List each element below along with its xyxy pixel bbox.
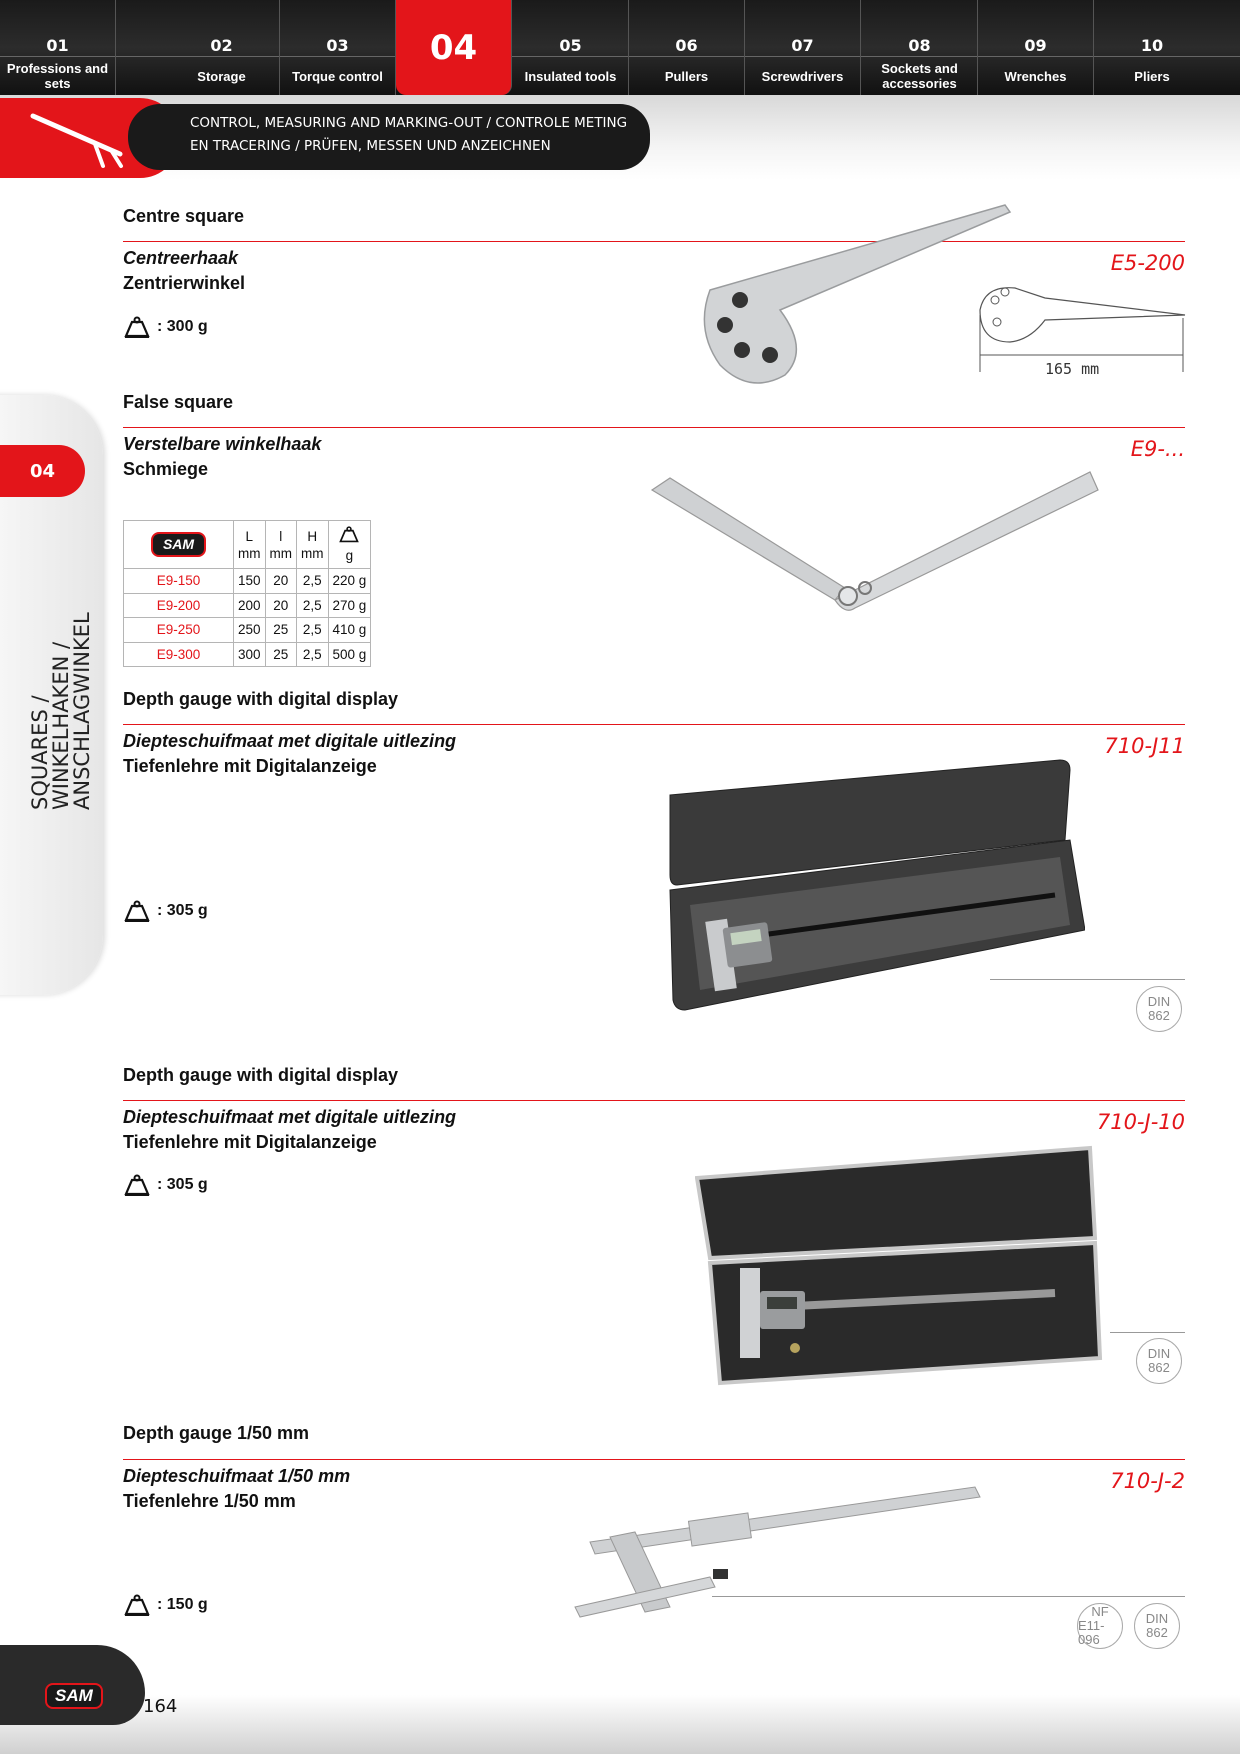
side-title-line1: SQUARES / — [28, 695, 52, 810]
din-862-badge — [1136, 1338, 1182, 1384]
nav-tab-number: 03 — [326, 36, 349, 55]
table-cell: 270 g — [328, 593, 371, 618]
product-weight-value: : 300 g — [157, 318, 208, 335]
product-reference[interactable]: E9-... — [1130, 437, 1185, 461]
side-section-title — [30, 580, 93, 810]
header-symbol: L — [245, 528, 254, 544]
product-divider — [123, 724, 1185, 725]
product-title-de: Tiefenlehre 1/50 mm — [123, 1491, 296, 1511]
table-cell: 20 — [265, 569, 297, 594]
product-weight — [123, 1174, 208, 1196]
sam-logo: SAM — [151, 532, 206, 557]
product-title-en: False square — [123, 392, 234, 412]
nav-tab-05[interactable] — [513, 0, 629, 95]
badge-line1: DIN — [1147, 994, 1171, 1009]
nav-tab-label: Pliers — [1134, 68, 1170, 84]
product-title-nl: Verstelbare winkelhaak — [123, 434, 322, 454]
table-cell: 410 g — [328, 618, 371, 643]
table-cell: 250 — [234, 618, 266, 643]
product-title-en: Depth gauge with digital display — [123, 689, 399, 709]
nav-tab-06[interactable] — [629, 0, 745, 95]
product-weight — [123, 1594, 208, 1616]
nav-tab-07[interactable] — [745, 0, 861, 95]
nav-tab-number: 04 — [429, 28, 478, 68]
badge-line1: DIN — [1145, 1611, 1169, 1626]
table-cell: 2,5 — [297, 618, 329, 643]
product-weight-value: : 305 g — [157, 902, 208, 919]
nav-tab-label — [398, 58, 509, 94]
table-header-row — [124, 521, 371, 569]
nav-tab-number: 10 — [1140, 36, 1164, 55]
nav-tab-number: 01 — [46, 36, 69, 55]
badge-line2: 862 — [1148, 1008, 1170, 1023]
nav-tab-label: Professions and sets — [6, 61, 109, 91]
nav-tab-08[interactable] — [862, 0, 978, 95]
badge-line — [990, 979, 1185, 980]
product-title-en: Depth gauge 1/50 mm — [123, 1423, 310, 1443]
weight-icon — [123, 1174, 151, 1196]
weight-icon — [338, 526, 360, 543]
product-weight — [123, 900, 208, 922]
table-cell: 25 — [265, 618, 297, 643]
product-divider — [123, 1100, 1185, 1101]
nav-tab-label: Wrenches — [1004, 68, 1067, 84]
header-unit: g — [345, 547, 354, 563]
din-862-badge — [1136, 986, 1182, 1032]
nav-tab-number: 09 — [1024, 36, 1047, 55]
table-cell: 2,5 — [297, 569, 329, 594]
category-title-line1: CONTROL, MEASURING AND MARKING-OUT / CONTROLE METING — [190, 115, 628, 131]
nav-tab-label: Storage — [197, 68, 246, 84]
nav-tab-label: Insulated tools — [524, 68, 617, 84]
product-reference[interactable]: 710-J11 — [1104, 734, 1185, 758]
badge-line1: NF — [1091, 1604, 1109, 1619]
nav-tab-04-active[interactable] — [396, 0, 512, 95]
product-reference[interactable]: 710-J-10 — [1096, 1110, 1185, 1134]
table-row — [124, 569, 371, 594]
header-unit: mm — [301, 545, 324, 561]
table-cell: 2,5 — [297, 593, 329, 618]
nav-tab-number: 06 — [675, 36, 698, 55]
product-title-en: Centre square — [123, 206, 245, 226]
product-title-de: Tiefenlehre mit Digitalanzeige — [123, 756, 377, 776]
table-cell-code[interactable]: E9-250 — [124, 618, 234, 643]
nav-tab-number: 02 — [210, 36, 233, 55]
side-title-line3: ANSCHLAGWINKEL — [70, 612, 94, 810]
depth-gauge-vernier-image — [570, 1482, 990, 1622]
nav-tab-label: Torque control — [292, 68, 383, 84]
nav-tab-label: Sockets and accessories — [881, 61, 958, 91]
table-row — [124, 618, 371, 643]
weight-icon — [123, 1594, 151, 1616]
nav-tab-09[interactable] — [978, 0, 1094, 95]
product-divider — [123, 1459, 1185, 1460]
product-weight-value: : 150 g — [157, 1596, 208, 1613]
table-cell: 20 — [265, 593, 297, 618]
table-cell: 2,5 — [297, 642, 329, 667]
product-weight-value: : 305 g — [157, 1176, 208, 1193]
product-divider — [123, 427, 1185, 428]
nav-tab-10[interactable] — [1094, 0, 1210, 95]
sam-footer-logo: SAM — [45, 1683, 103, 1709]
product-divider — [123, 241, 1185, 242]
false-square-table — [123, 520, 371, 667]
depth-gauge-case-image — [665, 755, 1085, 1020]
weight-icon — [123, 316, 151, 338]
nav-tab-02[interactable] — [164, 0, 280, 95]
nav-tab-label: Pullers — [664, 68, 709, 84]
table-cell: 500 g — [328, 642, 371, 667]
badge-line2: E11-096 — [1078, 1618, 1105, 1647]
table-cell-code[interactable]: E9-150 — [124, 569, 234, 594]
din-862-badge — [1134, 1603, 1180, 1649]
depth-gauge-case-2-image — [695, 1143, 1105, 1388]
category-nav — [0, 0, 1240, 95]
product-reference[interactable]: 710-J-2 — [1110, 1469, 1185, 1493]
category-title-pill — [128, 104, 650, 170]
badge-line1: DIN — [1147, 1346, 1171, 1361]
product-title-de: Tiefenlehre mit Digitalanzeige — [123, 1132, 377, 1152]
badge-line2: 862 — [1148, 1360, 1170, 1375]
nav-tab-03[interactable] — [280, 0, 396, 95]
product-title-de: Zentrierwinkel — [123, 273, 246, 293]
table-row — [124, 642, 371, 667]
side-title-line2: WINKELHAKEN / — [49, 641, 73, 810]
page-number: 164 — [143, 1696, 178, 1717]
nav-tab-label: Screwdrivers — [761, 68, 844, 84]
table-cell: 200 — [234, 593, 266, 618]
header-unit: mm — [238, 545, 261, 561]
product-title-nl: Diepteschuifmaat met digitale uitlezing — [123, 731, 457, 751]
table-cell-code[interactable]: E9-200 — [124, 593, 234, 618]
product-title-nl: Centreerhaak — [123, 248, 239, 268]
product-title-de: Schmiege — [123, 459, 209, 479]
side-section-number-tab[interactable] — [0, 445, 85, 497]
table-cell: 150 — [234, 569, 266, 594]
table-cell: 220 g — [328, 569, 371, 594]
badge-line2: 862 — [1146, 1625, 1168, 1640]
badge-line — [712, 1596, 1185, 1597]
weight-icon — [123, 900, 151, 922]
caliper-icon — [25, 104, 135, 174]
table-row — [124, 593, 371, 618]
product-title-nl: Diepteschuifmaat 1/50 mm — [123, 1466, 351, 1486]
table-header-logo — [124, 521, 234, 569]
header-symbol: H — [307, 528, 318, 544]
centre-square-dimension: 165 mm — [1045, 360, 1100, 378]
footer-band — [0, 1695, 1240, 1754]
product-weight — [123, 316, 208, 338]
table-cell-code[interactable]: E9-300 — [124, 642, 234, 667]
header-symbol: l — [279, 528, 283, 544]
product-title-nl: Diepteschuifmaat met digitale uitlezing — [123, 1107, 457, 1127]
side-section-number: 04 — [30, 461, 56, 482]
badge-line — [1110, 1332, 1185, 1333]
nf-e11-096-badge — [1077, 1603, 1123, 1649]
table-cell: 300 — [234, 642, 266, 667]
table-header-cell — [328, 521, 371, 569]
table-header-cell — [234, 521, 266, 569]
table-cell: 25 — [265, 642, 297, 667]
nav-tab-number: 05 — [559, 36, 582, 55]
header-unit: mm — [269, 545, 293, 561]
table-header-cell — [297, 521, 329, 569]
false-square-image — [650, 460, 1100, 620]
table-header-cell — [265, 521, 297, 569]
product-title-en: Depth gauge with digital display — [123, 1065, 399, 1085]
product-reference[interactable]: E5-200 — [1110, 251, 1185, 275]
nav-tab-number: 07 — [791, 36, 814, 55]
centre-square-image — [690, 200, 1020, 400]
nav-tab-01[interactable] — [0, 0, 116, 95]
category-title-line2: EN TRACERING / PRÜFEN, MESSEN UND ANZEICHNEN — [190, 138, 551, 154]
nav-tab-number: 08 — [908, 36, 931, 55]
